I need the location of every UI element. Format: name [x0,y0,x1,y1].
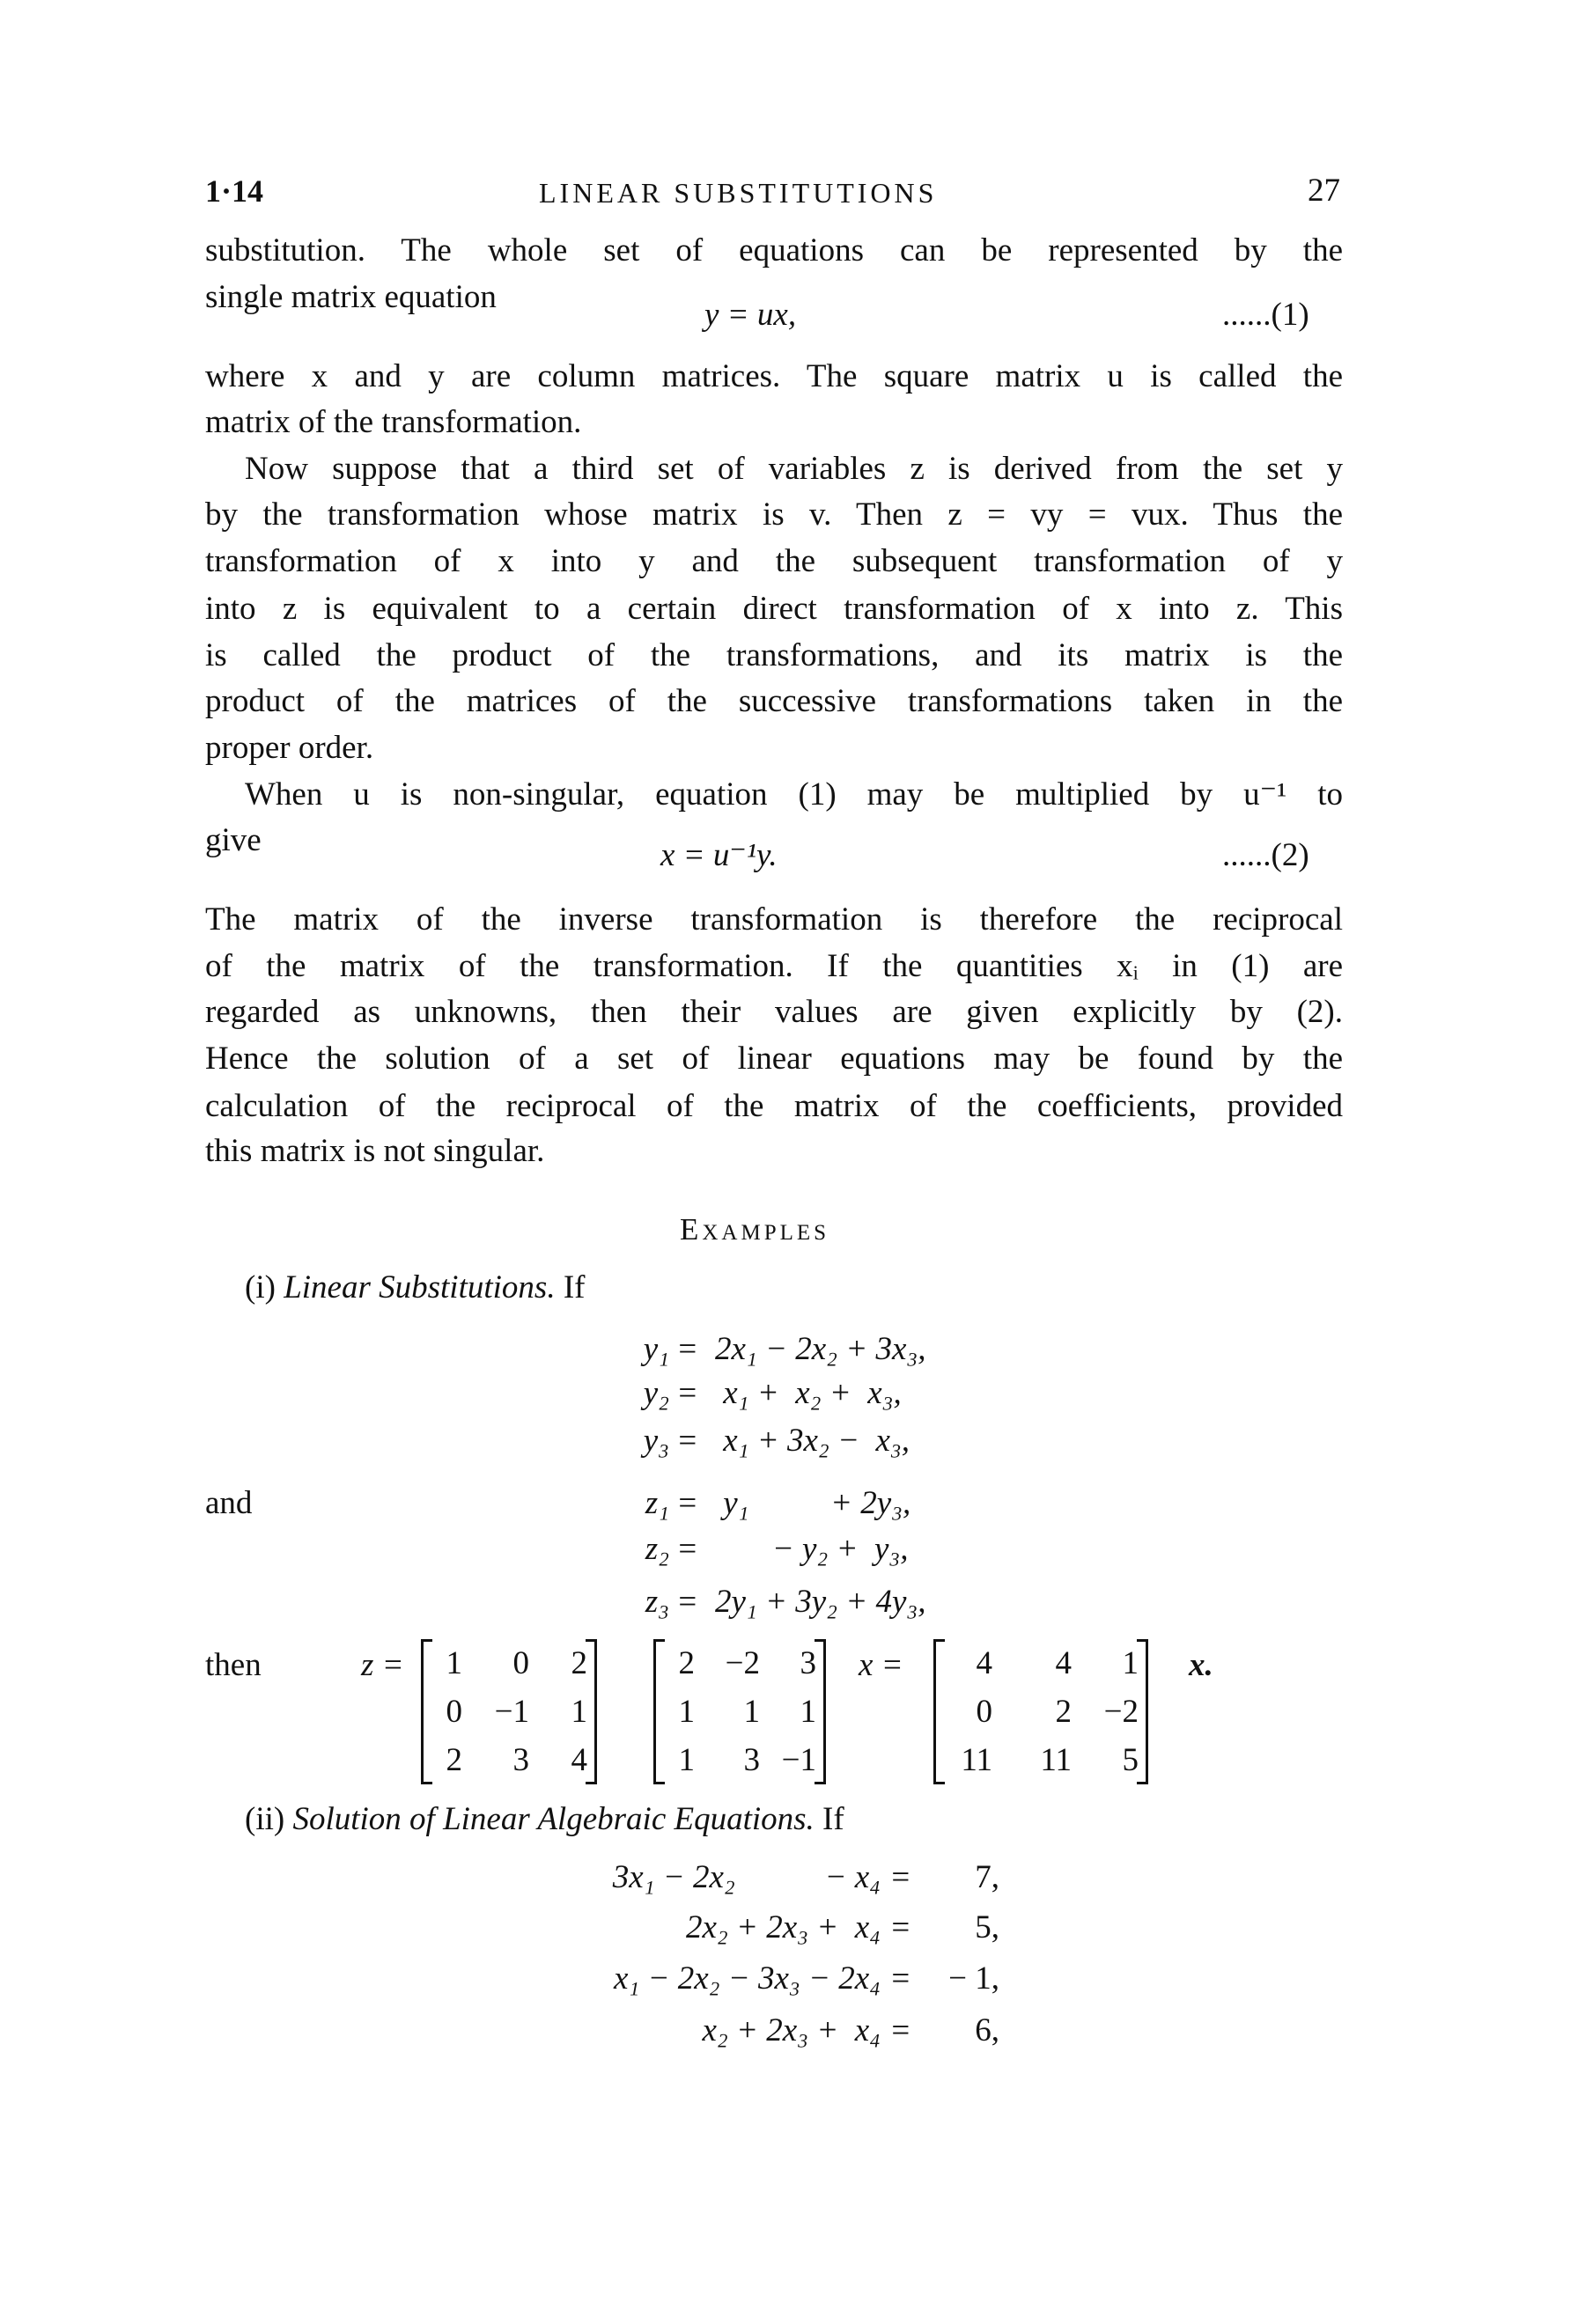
equation-rhs: x₁ + 3x₂ − x₃, [715,1423,910,1459]
text-line: product of the matrices of the successive transformations taken in the [205,683,1343,719]
equals-sign: = [889,2012,911,2048]
example-2-heading [245,1800,844,1839]
text-line: this matrix is not singular. [205,1133,545,1169]
matrix-cell: 0 [512,1645,529,1681]
equals-sign: = [676,1485,698,1521]
equals-sign: = [889,1859,911,1895]
matrix-cell: 1 [800,1694,816,1730]
equation-rhs: 5, [975,1909,999,1945]
equation-lhs: y₂ [643,1375,669,1411]
matrix-cell: −1 [781,1742,816,1778]
equation-rhs: 2x₁ − 2x₂ + 3x₃, [715,1331,926,1367]
equals-sign: = [676,1423,698,1459]
equation-lhs: 3x₁ − 2x₂ − x₄ [612,1859,881,1895]
matrix-cell: 0 [446,1694,462,1730]
equation-lhs: z₁ [645,1485,669,1521]
matrix-cell: 5 [1122,1742,1139,1778]
matrix-cell: 1 [446,1645,462,1681]
matrix-cell: −2 [725,1645,760,1681]
equation-rhs: − y₂ + y₃, [715,1531,909,1567]
equation-1-tag: ......(1) [1222,297,1309,333]
text-line: calculation of the reciprocal of the matrix of the coefficients, provided [205,1088,1343,1124]
example-label: (ii) [245,1801,285,1837]
example-if: If [563,1269,586,1305]
matrix-cell: 2 [571,1645,587,1681]
matrix-cell: 1 [571,1694,587,1730]
matrix-cell: 2 [1055,1694,1072,1730]
text-line: matrix of the transformation. [205,404,582,440]
text-line: substitution. The whole set of equations can be represented by the [205,232,1343,268]
equation-lhs: y₁ [643,1331,669,1367]
matrix-product [933,1639,1148,1784]
page-number: 27 [1308,173,1340,209]
matrix-cell: 1 [1122,1645,1139,1681]
example-1-heading [245,1269,585,1307]
equation-rhs: 2y₁ + 3y₂ + 4y₃, [715,1584,926,1620]
equals-sign: = [889,1909,911,1945]
section-number: 1·14 [205,173,264,209]
text-line: Now suppose that a third set of variables z is derived from the set y [245,451,1343,487]
equals-sign: = [676,1331,698,1367]
equation-2-tag: ......(2) [1222,837,1309,873]
equation-lhs: x₂ + 2x₃ + x₄ [702,2012,881,2048]
equation-rhs: x₁ + x₂ + x₃, [715,1375,902,1411]
matrix-cell: 1 [678,1694,695,1730]
text-line: proper order. [205,730,374,766]
matrix-cell: 4 [571,1742,587,1778]
x-equals: x = [859,1647,903,1683]
matrix-cell: 0 [976,1694,992,1730]
matrix-cell: 11 [1040,1742,1072,1778]
matrix-v [421,1639,597,1784]
equation-1: y = ux, [704,297,797,333]
text-line: of the matrix of the transformation. If the quantities xᵢ in (1) are [205,948,1343,984]
examples-heading: Examples [680,1212,830,1247]
matrix-cell: −1 [494,1694,529,1730]
example-if: If [822,1801,844,1837]
example-label: (i) [245,1269,276,1305]
equation-rhs: − 1, [948,1960,999,1997]
text-line: where x and y are column matrices. The square matrix u is called the [205,358,1343,394]
matrix-cell: 4 [1055,1645,1072,1681]
example-title: Solution of Linear Algebraic Equations. [292,1801,815,1837]
matrix-cell: 3 [743,1742,760,1778]
z-equals: z = [361,1647,404,1683]
matrix-cell: 1 [743,1694,760,1730]
and-label: and [205,1485,253,1521]
equals-sign: = [676,1375,698,1411]
equation-lhs: 2x₂ + 2x₃ + x₄ [685,1909,881,1945]
equation-rhs: 7, [975,1859,999,1895]
equation-rhs: 6, [975,2012,999,2048]
equals-sign: = [889,1960,911,1997]
equation-lhs: x₁ − 2x₂ − 3x₃ − 2x₄ [613,1960,881,1997]
text-line: is called the product of the transformations, and its matrix is the [205,637,1343,673]
running-title: LINEAR SUBSTITUTIONS [539,177,938,209]
text-line: Hence the solution of a set of linear equations may be found by the [205,1041,1343,1077]
matrix-cell: 2 [678,1645,695,1681]
then-label: then [205,1647,262,1683]
matrix-cell: 4 [976,1645,992,1681]
example-title: Linear Substitutions. [284,1269,556,1305]
text-line: by the transformation whose matrix is v. Then z = vy = vux. Thus the [205,496,1343,533]
equation-lhs: y₃ [643,1423,669,1459]
equation-rhs: y₁ + 2y₃, [715,1485,911,1521]
matrix-cell: 11 [961,1742,992,1778]
matrix-u [653,1639,826,1784]
text-line: transformation of x into y and the subsequent transformation of y [205,543,1343,579]
matrix-cell: 1 [678,1742,695,1778]
equals-sign: = [676,1531,698,1567]
text-line: regarded as unknowns, then their values are given explicitly by (2). [205,994,1343,1030]
equals-sign: = [676,1584,698,1620]
matrix-cell: 3 [800,1645,816,1681]
matrix-cell: 3 [512,1742,529,1778]
text-line: single matrix equation [205,279,497,315]
text-line: into z is equivalent to a certain direct transformation of x into z. This [205,591,1343,627]
x-end: x. [1189,1647,1213,1683]
equation-2: x = u⁻¹y. [660,837,778,873]
equation-lhs: z₃ [645,1584,669,1620]
equation-lhs: z₂ [645,1531,669,1567]
matrix-cell: 2 [446,1742,462,1778]
text-line: give [205,822,262,858]
text-line: When u is non-singular, equation (1) may be multiplied by u⁻¹ to [245,776,1343,813]
text-line: The matrix of the inverse transformation is therefore the reciprocal [205,901,1343,938]
matrix-cell: −2 [1103,1694,1139,1730]
